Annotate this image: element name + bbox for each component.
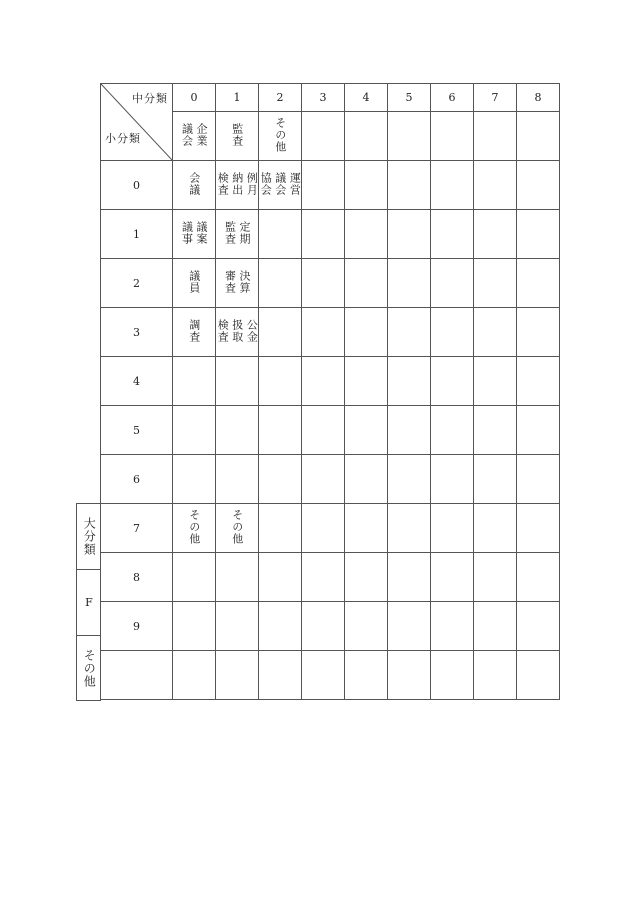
middle-name-4 [345, 112, 388, 161]
cell-text-column: 定期 [238, 220, 252, 245]
table-row [101, 651, 560, 700]
table-cell [302, 406, 345, 455]
table-row [101, 357, 560, 406]
table-cell [173, 259, 216, 308]
table-cell [216, 504, 259, 553]
table-cell [388, 308, 431, 357]
table-cell [431, 602, 474, 651]
table-cell [302, 455, 345, 504]
table-row [101, 504, 560, 553]
cell-text [217, 319, 258, 343]
table-cell [474, 161, 517, 210]
table-cell [302, 259, 345, 308]
small-class-number: 4 [101, 357, 173, 406]
cell-text-column: 議会 [273, 171, 287, 196]
cell-text [181, 123, 207, 147]
table-cell [345, 504, 388, 553]
table-cell [216, 406, 259, 455]
middle-col-1: 1 [216, 84, 259, 112]
table-cell [302, 161, 345, 210]
table-row [101, 553, 560, 602]
table-cell [173, 651, 216, 700]
cell-text [188, 172, 200, 196]
table-row [101, 161, 560, 210]
cell-text [231, 123, 243, 147]
cell-text-column: 検査 [216, 171, 230, 196]
table-cell [431, 651, 474, 700]
table-cell [345, 406, 388, 455]
table-cell [173, 602, 216, 651]
table-cell [345, 259, 388, 308]
table-cell [388, 406, 431, 455]
cell-text-column: 協会 [259, 171, 273, 196]
table-cell [474, 651, 517, 700]
table-cell [302, 308, 345, 357]
header-row [101, 84, 560, 112]
major-other-label: その他 [82, 648, 97, 688]
cell-text-column: 検査 [216, 318, 230, 343]
small-class-number: 8 [101, 553, 173, 602]
table-cell [173, 161, 216, 210]
table-cell [474, 259, 517, 308]
table-cell [431, 210, 474, 259]
table-cell [216, 651, 259, 700]
table-cell [517, 308, 560, 357]
table-cell [173, 553, 216, 602]
table-cell [388, 651, 431, 700]
middle-col-5: 5 [388, 84, 431, 112]
table-cell [173, 210, 216, 259]
table-cell [388, 357, 431, 406]
table-cell [259, 308, 302, 357]
table-cell [517, 504, 560, 553]
table-cell [474, 406, 517, 455]
table-cell [302, 602, 345, 651]
table-cell [302, 210, 345, 259]
table-cell [345, 308, 388, 357]
table-cell [388, 553, 431, 602]
table-row [101, 210, 560, 259]
table-cell [259, 455, 302, 504]
middle-col-8: 8 [517, 84, 560, 112]
middle-col-2: 2 [259, 84, 302, 112]
table-cell [517, 651, 560, 700]
table-cell [474, 308, 517, 357]
small-class-number: 9 [101, 602, 173, 651]
table-cell [302, 553, 345, 602]
table-cell [173, 308, 216, 357]
table-cell [474, 210, 517, 259]
cell-text [188, 319, 200, 343]
table-cell [517, 161, 560, 210]
table-cell [388, 259, 431, 308]
table-cell [216, 161, 259, 210]
table-cell [173, 406, 216, 455]
cell-text-column: 公金 [245, 318, 259, 343]
middle-name-3 [302, 112, 345, 161]
cell-text [181, 221, 207, 245]
table-cell [345, 210, 388, 259]
table-cell [345, 357, 388, 406]
middle-name-5 [388, 112, 431, 161]
table-cell [345, 602, 388, 651]
table-row [101, 455, 560, 504]
cell-text [217, 172, 258, 196]
middle-col-4: 4 [345, 84, 388, 112]
table-cell [345, 161, 388, 210]
table-cell [216, 308, 259, 357]
table-cell [259, 553, 302, 602]
table-cell [302, 504, 345, 553]
middle-name-7 [474, 112, 517, 161]
middle-name-6 [431, 112, 474, 161]
table-row [101, 308, 560, 357]
cell-text [231, 509, 243, 545]
classification-table [100, 83, 560, 700]
table-cell [216, 357, 259, 406]
table-row [101, 259, 560, 308]
cell-text-column: 議案 [195, 220, 209, 245]
table-cell [431, 357, 474, 406]
table-cell [474, 504, 517, 553]
table-cell [259, 210, 302, 259]
cell-text-column: 監査 [223, 220, 237, 245]
table-row [101, 406, 560, 455]
cell-text [188, 270, 200, 294]
cell-text-column: その他 [273, 116, 287, 153]
middle-col-0: 0 [173, 84, 216, 112]
major-code-cell [76, 569, 101, 636]
table-row [101, 602, 560, 651]
middle-classification-label: 中分類 [132, 92, 168, 105]
table-cell [216, 210, 259, 259]
cell-text-column: 監査 [230, 122, 244, 147]
major-classification-cell [76, 503, 101, 570]
table-cell [474, 357, 517, 406]
table-cell [173, 504, 216, 553]
cell-text-column: 会議 [187, 171, 201, 196]
cell-text [188, 509, 200, 545]
middle-col-6: 6 [431, 84, 474, 112]
middle-name-8 [517, 112, 560, 161]
small-class-number: 7 [101, 504, 173, 553]
table-cell [431, 504, 474, 553]
cell-text-column: 調査 [187, 318, 201, 343]
table-cell [216, 602, 259, 651]
table-cell [517, 602, 560, 651]
table-cell [431, 406, 474, 455]
cell-text [224, 270, 250, 294]
cell-text-column: 企業 [195, 122, 209, 147]
cell-text-column: 議事 [180, 220, 194, 245]
table-cell [431, 259, 474, 308]
table-cell [474, 602, 517, 651]
small-class-number: 6 [101, 455, 173, 504]
middle-name-2 [259, 112, 302, 161]
table-cell [259, 406, 302, 455]
small-class-number: 0 [101, 161, 173, 210]
table-cell [431, 455, 474, 504]
middle-name-1 [216, 112, 259, 161]
table-cell [216, 553, 259, 602]
small-class-number: 5 [101, 406, 173, 455]
table-cell [259, 259, 302, 308]
cell-text-column: その他 [230, 508, 244, 545]
table-cell [173, 455, 216, 504]
table-cell [388, 455, 431, 504]
small-class-number: 1 [101, 210, 173, 259]
table-cell [388, 210, 431, 259]
table-cell [216, 259, 259, 308]
table-cell [474, 455, 517, 504]
table-cell [517, 406, 560, 455]
small-classification-label: 小分類 [105, 132, 141, 145]
table-cell [431, 308, 474, 357]
middle-col-7: 7 [474, 84, 517, 112]
cell-text-column: 決算 [238, 269, 252, 294]
table-cell [517, 259, 560, 308]
table-cell [388, 504, 431, 553]
table-cell [173, 357, 216, 406]
middle-col-3: 3 [302, 84, 345, 112]
table-cell [517, 210, 560, 259]
major-classification-label: 大分類 [82, 517, 97, 556]
table-cell [431, 161, 474, 210]
table-cell [302, 357, 345, 406]
table-cell [388, 161, 431, 210]
table-cell [302, 651, 345, 700]
table-cell [216, 455, 259, 504]
small-class-number: 3 [101, 308, 173, 357]
cell-text-column: 扱取 [230, 318, 244, 343]
table-cell [388, 602, 431, 651]
table-cell [259, 651, 302, 700]
table-cell [259, 504, 302, 553]
middle-name-0 [173, 112, 216, 161]
cell-text-column: その他 [187, 508, 201, 545]
cell-text [274, 117, 286, 153]
major-other-cell [76, 635, 101, 701]
table-cell [474, 553, 517, 602]
table-cell [259, 357, 302, 406]
table-cell [517, 357, 560, 406]
small-class-number: 2 [101, 259, 173, 308]
corner-cell [101, 84, 173, 161]
table-cell [345, 651, 388, 700]
small-class-number [101, 651, 173, 700]
table-cell [259, 161, 302, 210]
table-cell [517, 455, 560, 504]
table-cell [431, 553, 474, 602]
cell-text-column: 審査 [223, 269, 237, 294]
table-cell [345, 455, 388, 504]
cell-text [224, 221, 250, 245]
major-code: F [85, 596, 93, 609]
table-cell [517, 553, 560, 602]
table-cell [259, 602, 302, 651]
cell-text-column: 納出 [230, 171, 244, 196]
cell-text-column: 運営 [288, 171, 302, 196]
table-cell [345, 553, 388, 602]
cell-text-column: 例月 [245, 171, 259, 196]
cell-text-column: 議員 [187, 269, 201, 294]
cell-text-column: 議会 [180, 122, 194, 147]
cell-text [260, 172, 301, 196]
